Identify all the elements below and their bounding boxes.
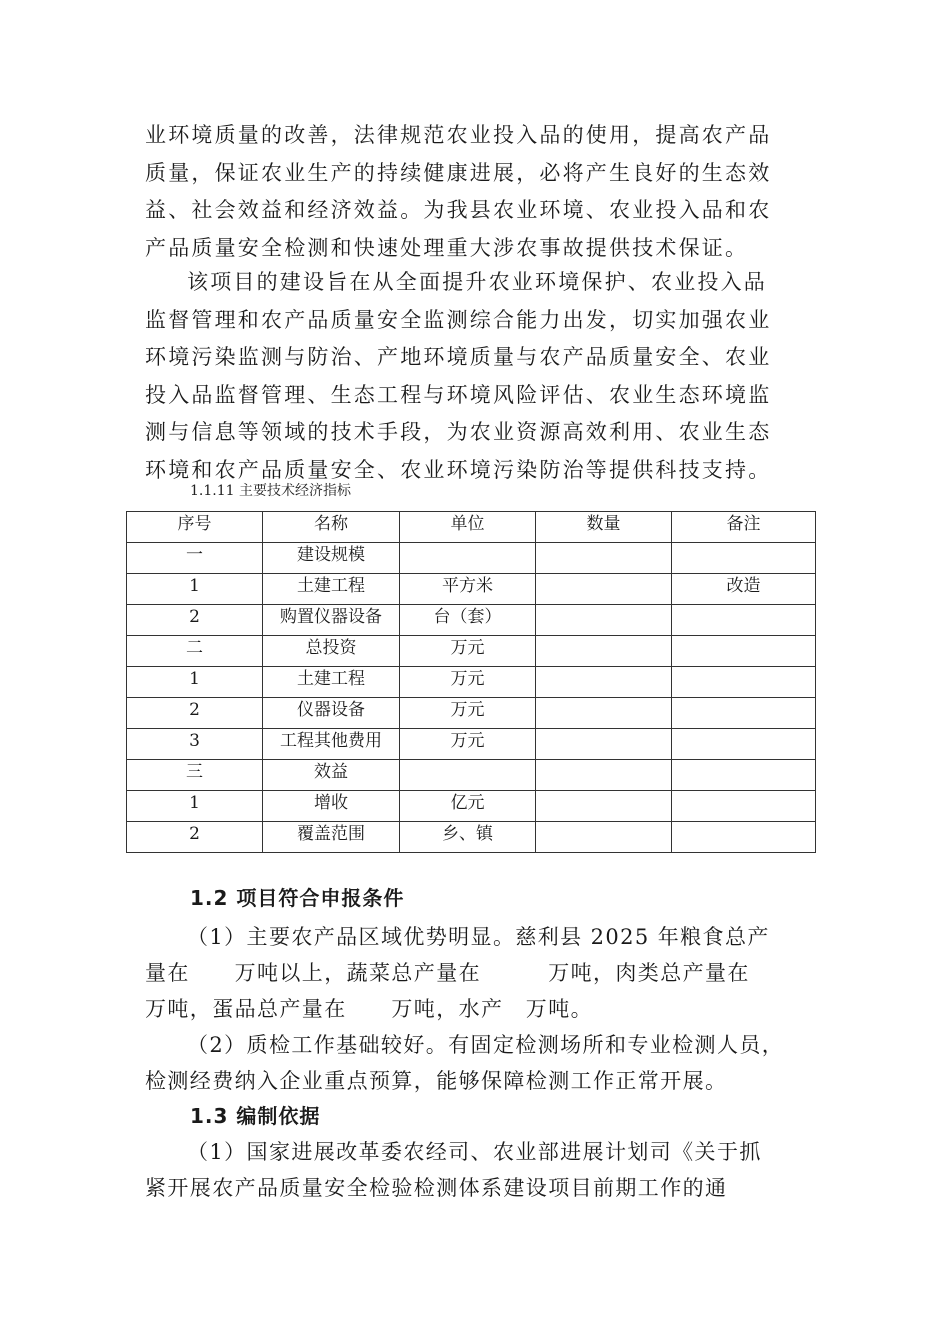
table-cell: 仪器设备 [263,698,400,729]
table-cell [672,791,816,822]
text-line: 环境污染监测与防治、产地环境质量与农产品质量安全、农业 [145,345,772,369]
table-cell: 万元 [400,729,536,760]
text-line: 量在 万吨以上，蔬菜总产量在 万吨，肉类总产量在 [145,961,750,985]
text-line: 万吨，蛋品总产量在 万吨，水产 万吨。 [145,997,593,1021]
table-cell: 2 [127,605,263,636]
table-cell [672,543,816,574]
table-cell [536,667,672,698]
header-cell-name: 名称 [263,512,400,543]
table-cell [536,729,672,760]
table-cell [536,574,672,605]
table-cell [400,760,536,791]
table-cell: 土建工程 [263,574,400,605]
table-header-row [127,512,816,543]
header-cell-remark: 备注 [672,512,816,543]
text-line: 检测经费纳入企业重点预算，能够保障检测工作正常开展。 [145,1069,728,1093]
table-cell: 效益 [263,760,400,791]
table-cell: 购置仪器设备 [263,605,400,636]
table-cell: 二 [127,636,263,667]
text-line: （1）主要农产品区域优势明显。慈利县 2025 年粮食总产 [187,925,770,949]
text-line: 监督管理和农产品质量安全监测综合能力出发，切实加强农业 [145,307,772,332]
table-row [127,791,816,822]
table-row [127,636,816,667]
table-cell: 万元 [400,636,536,667]
paragraph-basis [145,1134,810,1206]
table-cell: 增收 [263,791,400,822]
table-cell [536,760,672,791]
text-line: 投入品监督管理、生态工程与环境风险评估、农业生态环境监 [145,382,772,407]
table-cell [672,698,816,729]
header-cell-index: 序号 [127,512,263,543]
table-cell [400,543,536,574]
text-line: 益、社会效益和经济效益。为我县农业环境、农业投入品和农 [145,198,772,222]
table-cell: 土建工程 [263,667,400,698]
table-caption: 1.1.11 主要技术经济指标 [190,483,351,499]
table-row [127,760,816,791]
paragraph-project-purpose [145,264,810,489]
table-cell: 2 [127,698,263,729]
table-cell: 改造 [672,574,816,605]
header-cell-unit: 单位 [400,512,536,543]
table-row [127,605,816,636]
table-cell: 平方米 [400,574,536,605]
table-row [127,729,816,760]
metrics-table [126,511,816,853]
text-line: （2）质检工作基础较好。有固定检测场所和专业检测人员， [187,1033,785,1057]
table-cell: 覆盖范围 [263,822,400,853]
table-cell [672,760,816,791]
table-cell [672,636,816,667]
table-cell: 1 [127,791,263,822]
table-cell [672,822,816,853]
text-line: （1）国家进展改革委农经司、农业部进展计划司《关于抓 [187,1140,762,1164]
section-heading-1-3: 1.3 编制依据 [190,1104,321,1128]
table-cell [536,822,672,853]
table-row [127,574,816,605]
paragraph-environment-quality [145,117,810,267]
text-line: 该项目的建设旨在从全面提升农业环境保护、农业投入品 [187,270,767,294]
table-cell [672,605,816,636]
table-row [127,822,816,853]
table-cell: 工程其他费用 [263,729,400,760]
table-cell: 万元 [400,667,536,698]
table-cell: 三 [127,760,263,791]
text-line: 紧开展农产品质量安全检验检测体系建设项目前期工作的通 [145,1176,728,1200]
table-cell: 万元 [400,698,536,729]
table-cell [672,667,816,698]
table-cell [536,636,672,667]
paragraph-application-conditions [145,919,810,1099]
table-row [127,543,816,574]
table-cell [536,543,672,574]
table-cell: 1 [127,667,263,698]
table-cell: 1 [127,574,263,605]
section-heading-1-2: 1.2 项目符合申报条件 [190,886,405,910]
header-cell-quantity: 数量 [536,512,672,543]
table-cell [536,605,672,636]
table-cell: 乡、镇 [400,822,536,853]
table-row [127,667,816,698]
text-line: 质量，保证农业生产的持续健康进展，必将产生良好的生态效 [145,160,772,185]
table-cell: 台（套） [400,605,536,636]
table-cell: 建设规模 [263,543,400,574]
table-cell [672,729,816,760]
table-cell: 亿元 [400,791,536,822]
table-cell [536,791,672,822]
table-cell: 2 [127,822,263,853]
table-cell: 总投资 [263,636,400,667]
text-line: 产品质量安全检测和快速处理重大涉农事故提供技术保证。 [145,235,749,260]
text-line: 测与信息等领域的技术手段，为农业资源高效利用、农业生态 [145,420,772,444]
text-line: 环境和农产品质量安全、农业环境污染防治等提供科技支持。 [145,457,772,482]
text-line: 业环境质量的改善，法律规范农业投入品的使用，提高农产品 [145,123,772,147]
table-cell: 一 [127,543,263,574]
table-cell [536,698,672,729]
table-row [127,698,816,729]
table-cell: 3 [127,729,263,760]
